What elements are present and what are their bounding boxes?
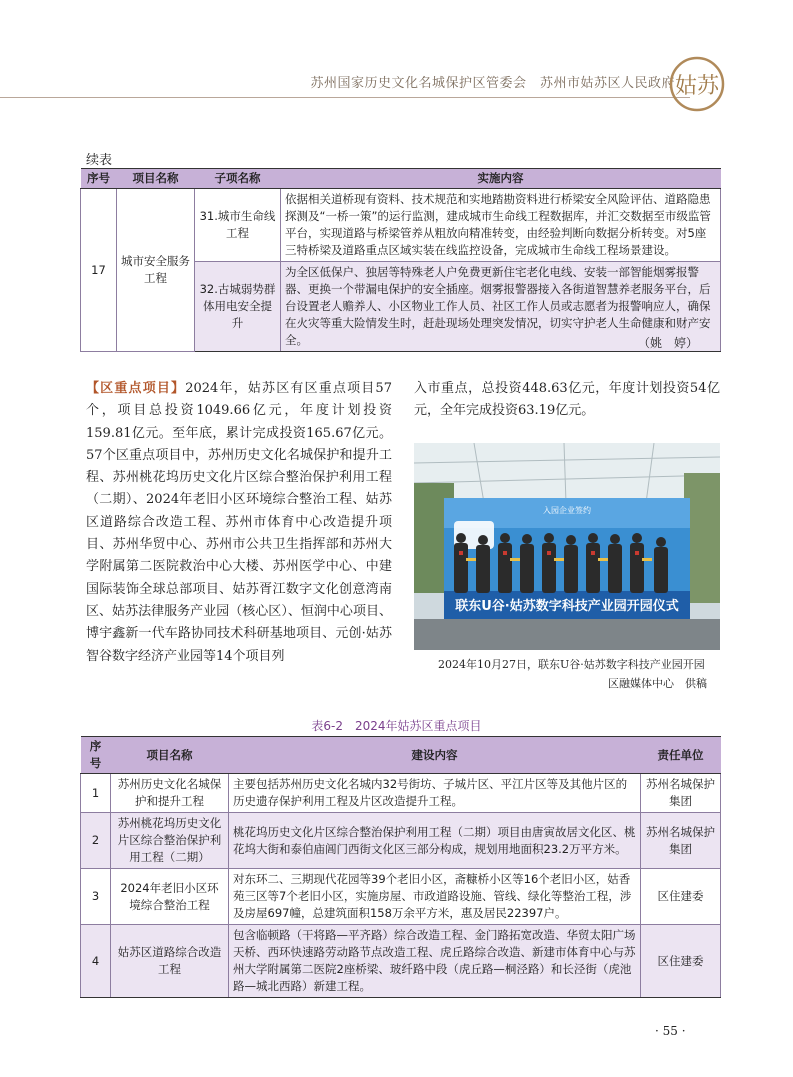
responsible-unit: 区住建委 [641,925,721,998]
header-text: 苏州国家历史文化名城保护区管委会 苏州市姑苏区人民政府 [310,76,675,91]
row-number: 4 [81,925,111,998]
project-name: 城市安全服务工程 [117,189,195,352]
project-name: 苏州历史文化名城保护和提升工程 [111,774,229,813]
author-credit: （姚 婷） [638,336,699,350]
col-header: 建设内容 [229,737,641,774]
table-header-row [81,737,721,774]
project-content: 主要包括苏州历史文化名城内32号街坊、子城片区、平江片区等及其他片区的历史遗存保护利用工程及片区改造提升工程。 [229,774,641,813]
responsible-unit: 苏州名城保护集团 [641,774,721,813]
sub-content: 为全区低保户、独居等特殊老人户免费更新住宅老化电线、安装一部智能烟雾报警器、更换一个带漏电保护的安全插座。烟雾报警器接入各街道智慧养老服务平台，后台设置老人赡养人、小区物业工作人员、社区工作人员或志愿者为报警响应人，确保在火灾等重大险情发生时，赶赴现场处理突发情况，切实守护老人生命健康和财产安全。 [281,262,721,352]
continued-table [80,168,721,352]
col-header: 实施内容 [281,169,721,189]
table-title: 表6-2 2024年姑苏区重点项目 [311,719,482,733]
sub-content: 依据相关道桥现有资料、技术规范和实地踏勘资料进行桥梁安全风险评估、道路隐患探测及“一桥一策”的运行监测，建成城市生命线工程数据库，并汇交数据至市级监管平台，实现道路与桥梁管养从粗放向精准转变，由经验判断向数据分析转变。对5座三特桥梁及道路重点区域实装在线监控设备，完成城市生命线工程场景建设。 [281,189,721,262]
row-number: 17 [81,189,117,352]
project-name: 2024年老旧小区环境综合整治工程 [111,869,229,925]
project-content: 对东环二、三期现代花园等39个老旧小区，斋糠桥小区等16个老旧小区，姑香苑三区等7个老旧小区，实施房屋、市政道路设施、管线、绿化等整治工程，涉及房屋697幢，总建筑面积158万余平方米，惠及居民22397户。 [229,869,641,925]
key-projects-table [80,736,721,998]
section-keyword: 【区重点项目】 [86,381,186,396]
table-row [81,869,721,925]
row-number: 1 [81,774,111,813]
page-header [0,0,793,100]
row-number: 3 [81,869,111,925]
sub-name: 31.城市生命线工程 [195,189,281,262]
section-paragraph [86,378,392,668]
section-text-right: 入市重点，总投资448.63亿元，年度计划投资54亿元，全年完成投资63.19亿元。 [414,381,720,419]
responsible-unit: 区住建委 [641,869,721,925]
page-number: · 55 · [655,1024,686,1038]
col-header: 序号 [81,169,117,189]
col-header: 责任单位 [641,737,721,774]
gusu-logo-icon [668,55,726,113]
table-row [81,813,721,869]
col-header: 项目名称 [117,169,195,189]
col-header: 子项名称 [195,169,281,189]
table-row [81,189,721,262]
table-header-row [81,169,721,189]
col-header: 序号 [81,737,111,774]
header-rule [0,97,690,98]
project-name: 苏州桃花坞历史文化片区综合整治保护利用工程（二期） [111,813,229,869]
photo-small-text: 入园企业签约 [543,506,591,515]
event-photo [414,443,720,650]
continued-label: 续表 [86,153,113,168]
table-row [81,925,721,998]
table-row [81,774,721,813]
project-content: 桃花坞历史文化片区综合整治保护利用工程（二期）项目由唐寅故居文化区、桃花坞大街和泰伯庙阊门西街文化区三部分构成，规划用地面积23.2万平方米。 [229,813,641,869]
row-number: 2 [81,813,111,869]
photo-credit: 区融媒体中心 供稿 [608,677,707,690]
photo-caption: 2024年10月27日，联东U谷·姑苏数字科技产业园开园 [438,658,705,671]
project-content: 包含临顿路（干将路—平齐路）综合改造工程、金门路拓宽改造、华贸太阳广场天桥、西环快速路劳动路节点改造工程、虎丘路综合改造、新建市体育中心与苏州大学附属第二医院2座桥梁、玻纤路中段（虎丘路—桐泾路）和长泾街（虎池路—城北西路）新建工程。 [229,925,641,998]
responsible-unit: 苏州名城保护集团 [641,813,721,869]
section-text-left: 2024年，姑苏区有区重点项目57个，项目总投资1049.66亿元，年度计划投资159.81亿元。至年底，累计完成投资165.67亿元。57个区重点项目中，苏州历史文化名城保护和提升工程、苏州桃花坞历史文化片区综合整治保护利用工程（二期）、2024年老旧小区环境综合整治工程、姑苏区道路综合改造工程、苏州市体育中心改造提升项目、苏州华贸中心、苏州市公共卫生指挥部和苏州大学附属第二医院救治中心大楼、苏州医学中心、中建国际装饰全球总部项目、姑苏胥江数字文化创意湾南区、姑苏法律服务产业园（核心区）、恒润中心项目、博宇鑫新一代车路协同技术科研基地项目、元创·姑苏智谷数字经济产业园等14个项目列 [86,381,392,664]
sub-name: 32.古城弱势群体用电安全提升 [195,262,281,352]
photo-banner-text: 联东U谷·姑苏数字科技产业园开园仪式 [455,599,679,614]
project-name: 姑苏区道路综合改造工程 [111,925,229,998]
logo-text: 姑苏 [674,74,720,99]
col-header: 项目名称 [111,737,229,774]
